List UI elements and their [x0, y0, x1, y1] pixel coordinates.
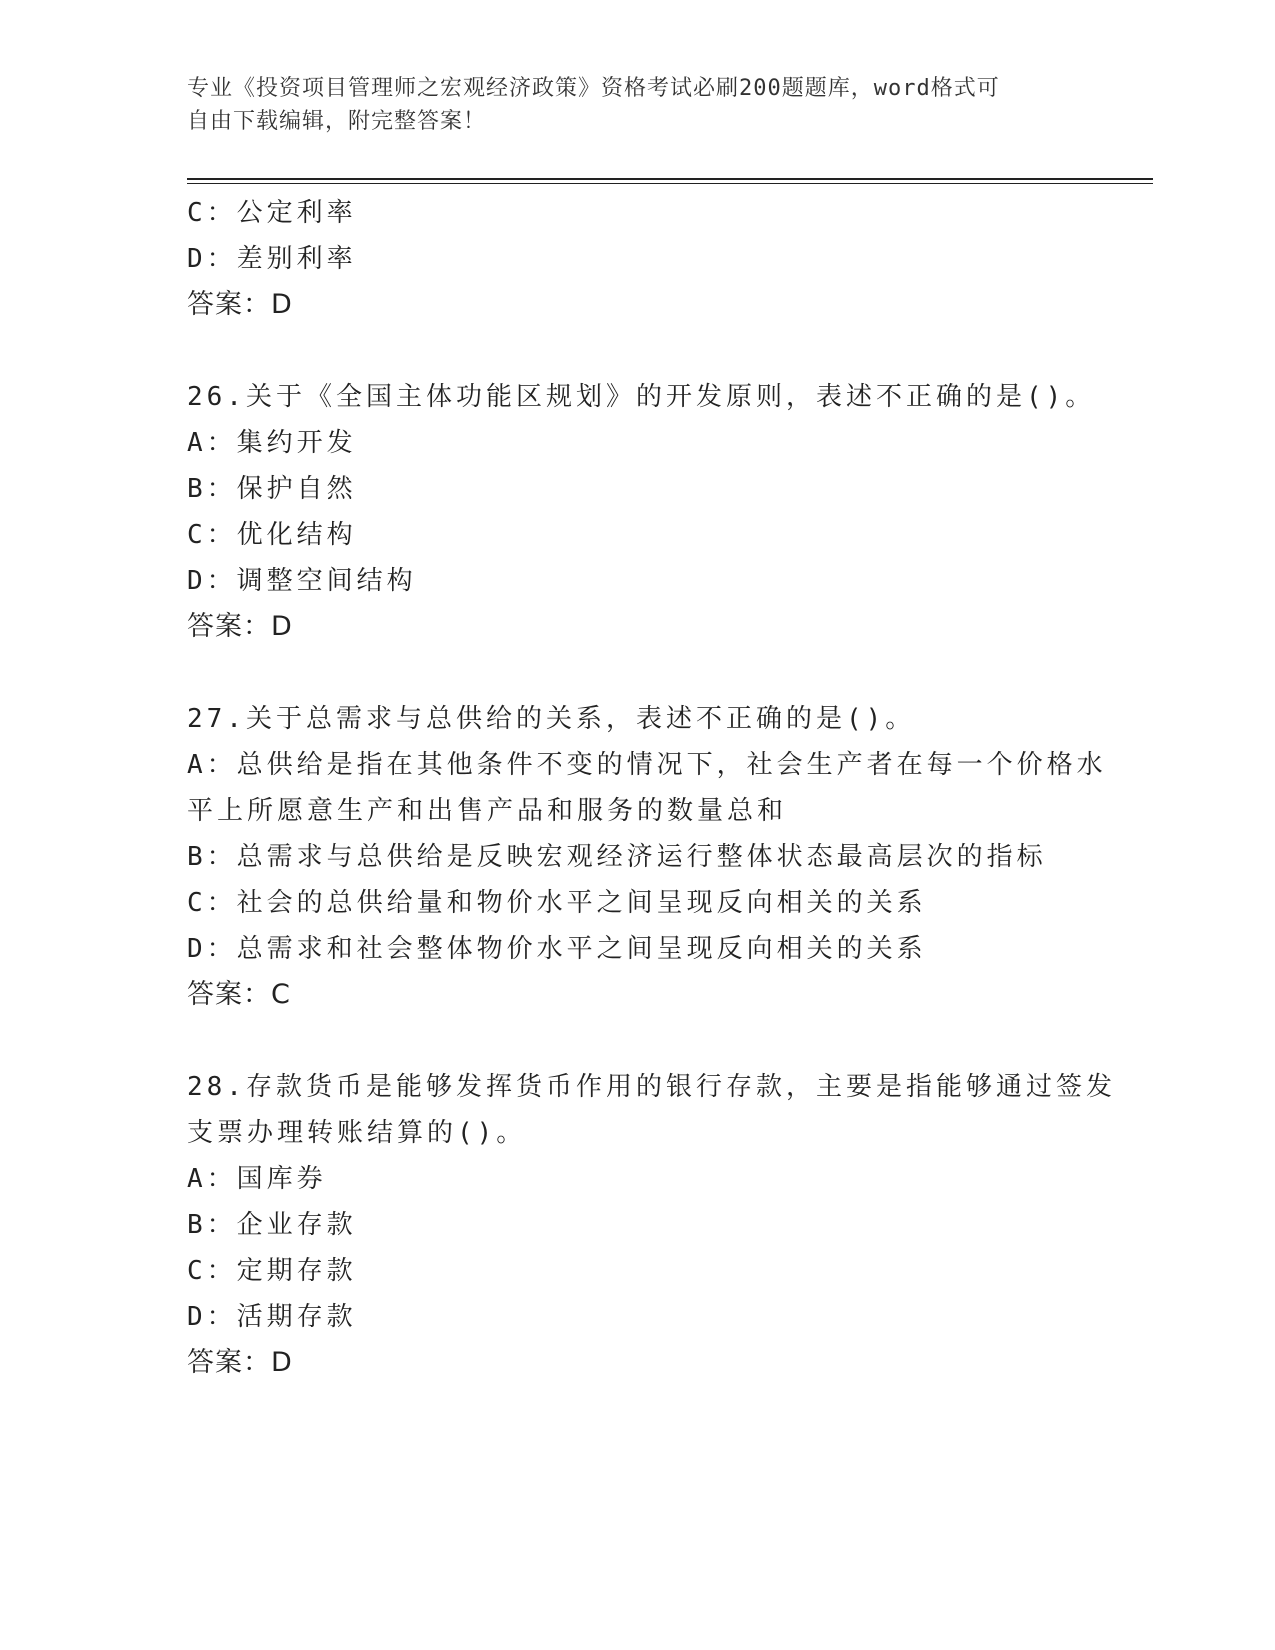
option-c: C：定期存款 — [187, 1256, 357, 1286]
answer-line: 答案：D — [187, 1347, 293, 1378]
prev-question — [187, 190, 1107, 328]
question-26 — [187, 374, 1107, 650]
option-d: D：差别利率 — [187, 244, 357, 274]
question-stem-continued: 支票办理转账结算的()。 — [187, 1118, 527, 1148]
question-list — [187, 190, 1116, 1386]
header-line-1: 专业《投资项目管理师之宏观经济政策》资格考试必刷200题题库，word格式可 — [187, 76, 1000, 101]
option-a: A：集约开发 — [187, 428, 357, 458]
option-d: D：活期存款 — [187, 1302, 357, 1332]
question-27 — [187, 696, 1107, 1018]
option-a: A：总供给是指在其他条件不变的情况下，社会生产者在每一个价格水 — [187, 750, 1107, 780]
option-b: B：总需求与总供给是反映宏观经济运行整体状态最高层次的指标 — [187, 842, 1047, 872]
option-c: C：公定利率 — [187, 198, 357, 228]
header-rule-thick — [187, 178, 1153, 180]
option-b: B：企业存款 — [187, 1210, 357, 1240]
answer-line: 答案：C — [187, 979, 291, 1010]
question-28 — [187, 1064, 1116, 1386]
document-header — [187, 72, 1087, 138]
question-stem: 26.关于《全国主体功能区规划》的开发原则，表述不正确的是()。 — [187, 382, 1096, 412]
option-b: B：保护自然 — [187, 474, 357, 504]
option-d: D：调整空间结构 — [187, 566, 417, 596]
option-a-continued: 平上所愿意生产和出售产品和服务的数量总和 — [187, 796, 788, 826]
option-c: C：优化结构 — [187, 520, 357, 550]
question-stem: 28.存款货币是能够发挥货币作用的银行存款，主要是指能够通过签发 — [187, 1072, 1116, 1102]
question-stem: 27.关于总需求与总供给的关系，表述不正确的是()。 — [187, 704, 916, 734]
option-c: C：社会的总供给量和物价水平之间呈现反向相关的关系 — [187, 888, 927, 918]
option-a: A：国库券 — [187, 1164, 327, 1194]
header-rule-thin — [187, 183, 1153, 184]
header-line-2: 自由下载编辑，附完整答案！ — [187, 109, 487, 134]
answer-line: 答案：D — [187, 611, 293, 642]
option-d: D：总需求和社会整体物价水平之间呈现反向相关的关系 — [187, 934, 927, 964]
answer-line: 答案：D — [187, 289, 293, 320]
